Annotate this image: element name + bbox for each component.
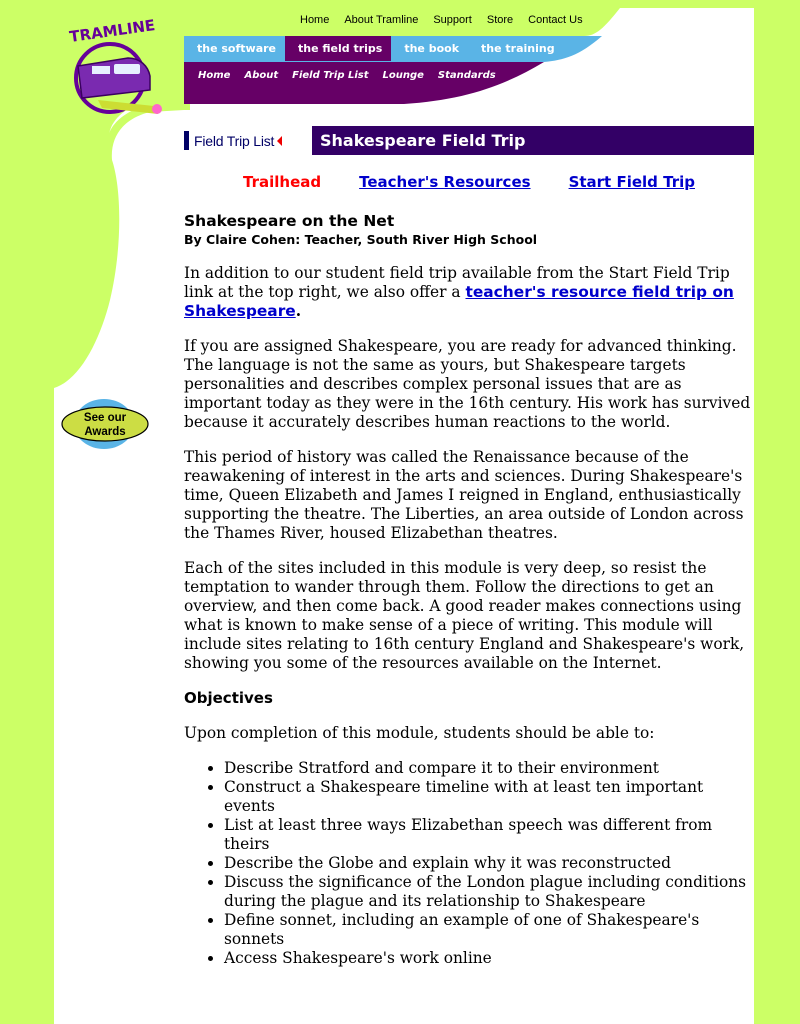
list-item: • Describe the Globe and explain why it was reconstructed — [224, 854, 756, 873]
trailhead-current: Trailhead — [243, 173, 322, 191]
svg-text:See our: See our — [83, 412, 127, 424]
list-item: • Define sonnet, including an example of one of Shakespeare's sonnets — [224, 911, 756, 949]
breadcrumb-field-trip-list[interactable]: Field Trip List — [194, 132, 275, 149]
util-nav-support[interactable]: Support — [433, 14, 472, 26]
intro-paragraph — [184, 264, 756, 321]
svg-text:Awards: Awards — [84, 426, 126, 438]
list-item: • List at least three ways Elizabethan speech was different from theirs — [224, 816, 756, 854]
list-item: • Discuss the significance of the London plague including conditions during the plague and its relationship to Shakespeare — [224, 873, 756, 911]
subnav-standards[interactable]: Standards — [437, 70, 496, 81]
objectives-heading: Objectives — [184, 689, 273, 707]
list-item: • Describe Stratford and compare it to their environment — [224, 759, 756, 778]
breadcrumb-bar — [184, 131, 189, 150]
see-our-awards-button[interactable] — [60, 398, 152, 450]
tab-the-book[interactable]: the book — [404, 42, 460, 55]
breadcrumb — [184, 131, 282, 150]
paragraph: Each of the sites included in this module is very deep, so resist the temptation to wander through them. Follow the directions to get an overview, and then come back. A good reader makes connections using what is known to make sense of a piece of writing. This module will include sites relating to 16th century England and Shakespeare's work, showing you some of the resources available on the Internet. — [184, 559, 745, 672]
trail-links — [184, 173, 754, 191]
sub-nav — [198, 70, 496, 86]
subnav-home[interactable]: Home — [198, 70, 231, 81]
tramline-logo[interactable] — [58, 10, 168, 120]
back-arrow-icon — [277, 136, 282, 146]
subnav-field-trip-list[interactable]: Field Trip List — [292, 70, 369, 81]
article-content — [184, 211, 756, 968]
paragraph: This period of history was called the Renaissance because of the reawakening of interest in the arts and sciences. During Shakespeare's time, Queen Elizabeth and James I reigned in England, enthusiastically supporting the theatre. The Liberties, an area outside of London across the Thames River, housed Elizabethan theatres. — [184, 448, 744, 542]
teachers-resource-field-trip-link[interactable]: teacher's resource field trip on Shakespeare — [184, 283, 734, 320]
article-byline: By Claire Cohen: Teacher, South River High School — [184, 232, 538, 247]
paragraph: If you are assigned Shakespeare, you are ready for advanced thinking. The language is not the same as yours, but Shakespeare targets personalities and describes complex personal issues that are as important today as they were in the 16th century. His work has survived because it accurately describes human reactions to the world. — [184, 337, 751, 431]
objectives-list — [184, 759, 756, 968]
article-title: Shakespeare on the Net — [184, 212, 395, 230]
tab-the-field-trips[interactable]: the field trips — [285, 36, 391, 61]
teachers-resources-link[interactable]: Teacher's Resources — [359, 173, 531, 191]
util-nav-contact-us[interactable]: Contact Us — [528, 14, 583, 26]
main-tabs — [184, 36, 564, 61]
intro-period: . — [295, 302, 302, 320]
util-nav-home[interactable]: Home — [300, 14, 330, 26]
objectives-intro: Upon completion of this module, students should be able to: — [184, 724, 655, 742]
subnav-about[interactable]: About — [244, 70, 279, 81]
list-item: • Construct a Shakespeare timeline with at least ten important events — [224, 778, 756, 816]
subnav-lounge[interactable]: Lounge — [382, 70, 424, 81]
intro-text: In addition to our student field trip available from the Start Field Trip link at the top right, we also offer a — [184, 264, 730, 301]
utility-nav — [300, 14, 583, 30]
tab-the-training[interactable]: the training — [481, 42, 555, 55]
list-item: • Access Shakespeare's work online — [224, 949, 756, 968]
start-field-trip-link[interactable]: Start Field Trip — [568, 173, 695, 191]
util-nav-store[interactable]: Store — [486, 14, 514, 26]
svg-text:TRAMLINE: TRAMLINE — [68, 16, 157, 46]
page-title: Shakespeare Field Trip — [312, 126, 754, 155]
util-nav-about-tramline[interactable]: About Tramline — [344, 14, 419, 26]
tab-the-software[interactable]: the software — [197, 42, 276, 55]
